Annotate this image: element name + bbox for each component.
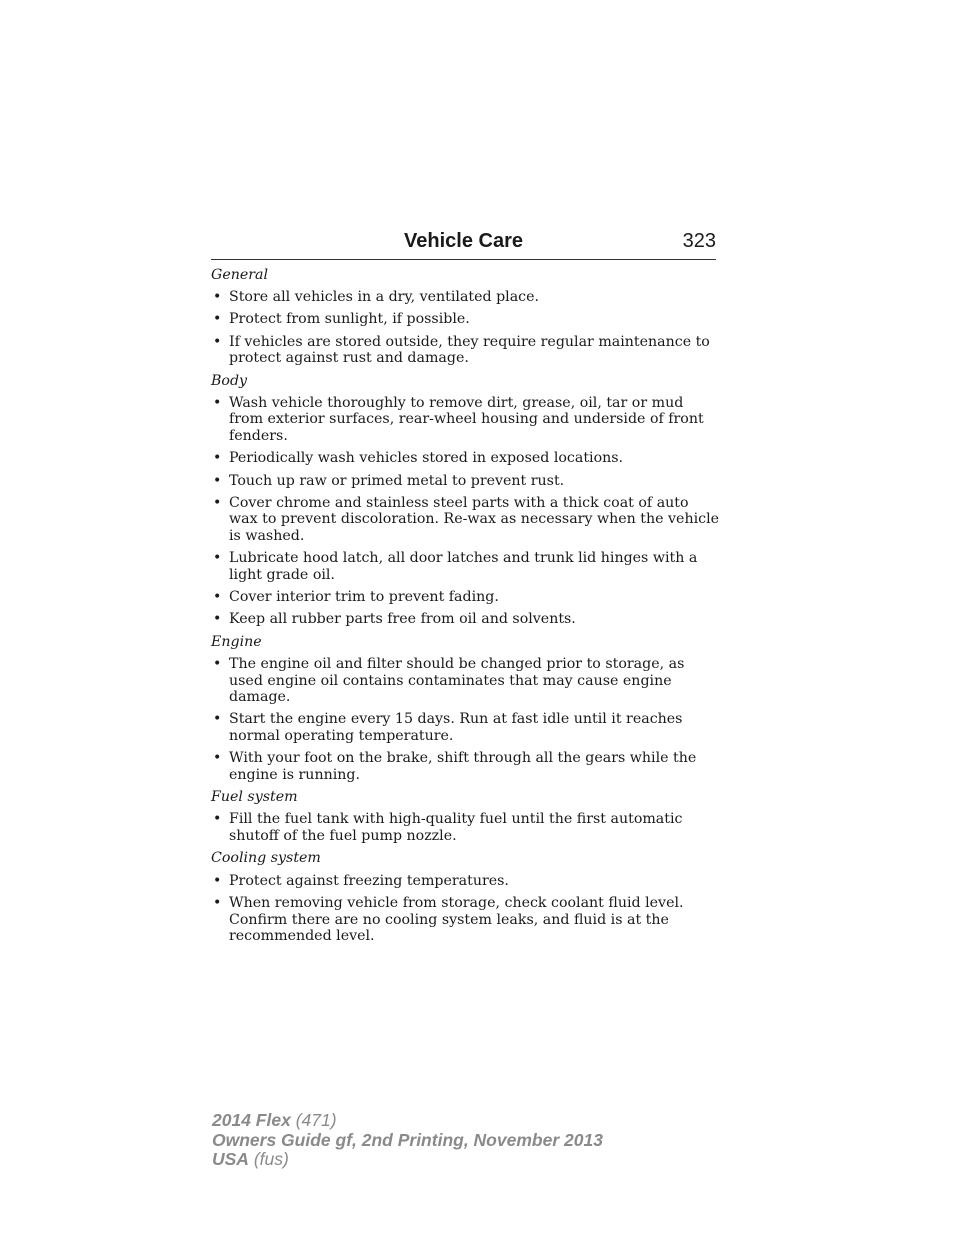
fuel-system-list bbox=[211, 811, 721, 844]
list-item: • Store all vehicles in a dry, ventilated place. bbox=[211, 289, 721, 306]
footer-region: USA bbox=[212, 1149, 249, 1169]
list-item: • Keep all rubber parts free from oil and solvents. bbox=[211, 611, 721, 628]
list-item: • Touch up raw or primed metal to prevent rust. bbox=[211, 473, 721, 490]
list-item: • Fill the fuel tank with high-quality fuel until the first automatic shutoff of the fuel pump nozzle. bbox=[211, 811, 721, 844]
list-item: • Start the engine every 15 days. Run at fast idle until it reaches normal operating temperature. bbox=[211, 711, 721, 744]
list-item: • Periodically wash vehicles stored in exposed locations. bbox=[211, 450, 721, 467]
footer-line-guide bbox=[212, 1131, 603, 1151]
page-title: Vehicle Care bbox=[404, 230, 523, 252]
list-item: • Lubricate hood latch, all door latches and trunk lid hinges with a light grade oil. bbox=[211, 550, 721, 583]
footer-model-code: (471) bbox=[295, 1110, 337, 1130]
footer-region-code: (fus) bbox=[253, 1149, 289, 1169]
footer-guide: Owners Guide gf, 2nd Printing, November 2013 bbox=[212, 1129, 603, 1150]
list-item: • Protect from sunlight, if possible. bbox=[211, 311, 721, 328]
section-heading-engine: Engine bbox=[211, 633, 262, 650]
list-item: • Cover chrome and stainless steel parts with a thick coat of auto wax to prevent discoloration. Re-wax as necessary when the vehicle is washed. bbox=[211, 495, 721, 545]
footer-model: 2014 Flex bbox=[212, 1110, 291, 1130]
general-list bbox=[211, 289, 721, 367]
page-number: 323 bbox=[682, 230, 716, 252]
list-item: • With your foot on the brake, shift through all the gears while the engine is running. bbox=[211, 750, 721, 783]
list-item: • If vehicles are stored outside, they require regular maintenance to protect against rust and damage. bbox=[211, 334, 721, 367]
engine-list bbox=[211, 656, 721, 784]
page-content bbox=[211, 267, 721, 950]
body-list bbox=[211, 395, 721, 628]
list-item: • Cover interior trim to prevent fading. bbox=[211, 589, 721, 606]
list-item: • Wash vehicle thoroughly to remove dirt, grease, oil, tar or mud from exterior surfaces, rear-wheel housing and underside of front fenders. bbox=[211, 395, 721, 445]
section-heading-cooling-system: Cooling system bbox=[211, 850, 321, 867]
list-item: • The engine oil and filter should be changed prior to storage, as used engine oil contains contaminates that may cause engine damage. bbox=[211, 656, 721, 706]
cooling-system-list bbox=[211, 873, 721, 945]
footer-line-model bbox=[212, 1111, 603, 1131]
page-header bbox=[211, 228, 716, 260]
footer-line-region bbox=[212, 1150, 603, 1170]
list-item: • When removing vehicle from storage, check coolant fluid level. Confirm there are no cooling system leaks, and fluid is at the recommended level. bbox=[211, 895, 721, 945]
list-item: • Protect against freezing temperatures. bbox=[211, 873, 721, 890]
page-footer bbox=[212, 1111, 603, 1170]
section-heading-general: General bbox=[211, 267, 269, 283]
section-heading-body: Body bbox=[211, 372, 248, 389]
section-heading-fuel-system: Fuel system bbox=[211, 789, 298, 806]
